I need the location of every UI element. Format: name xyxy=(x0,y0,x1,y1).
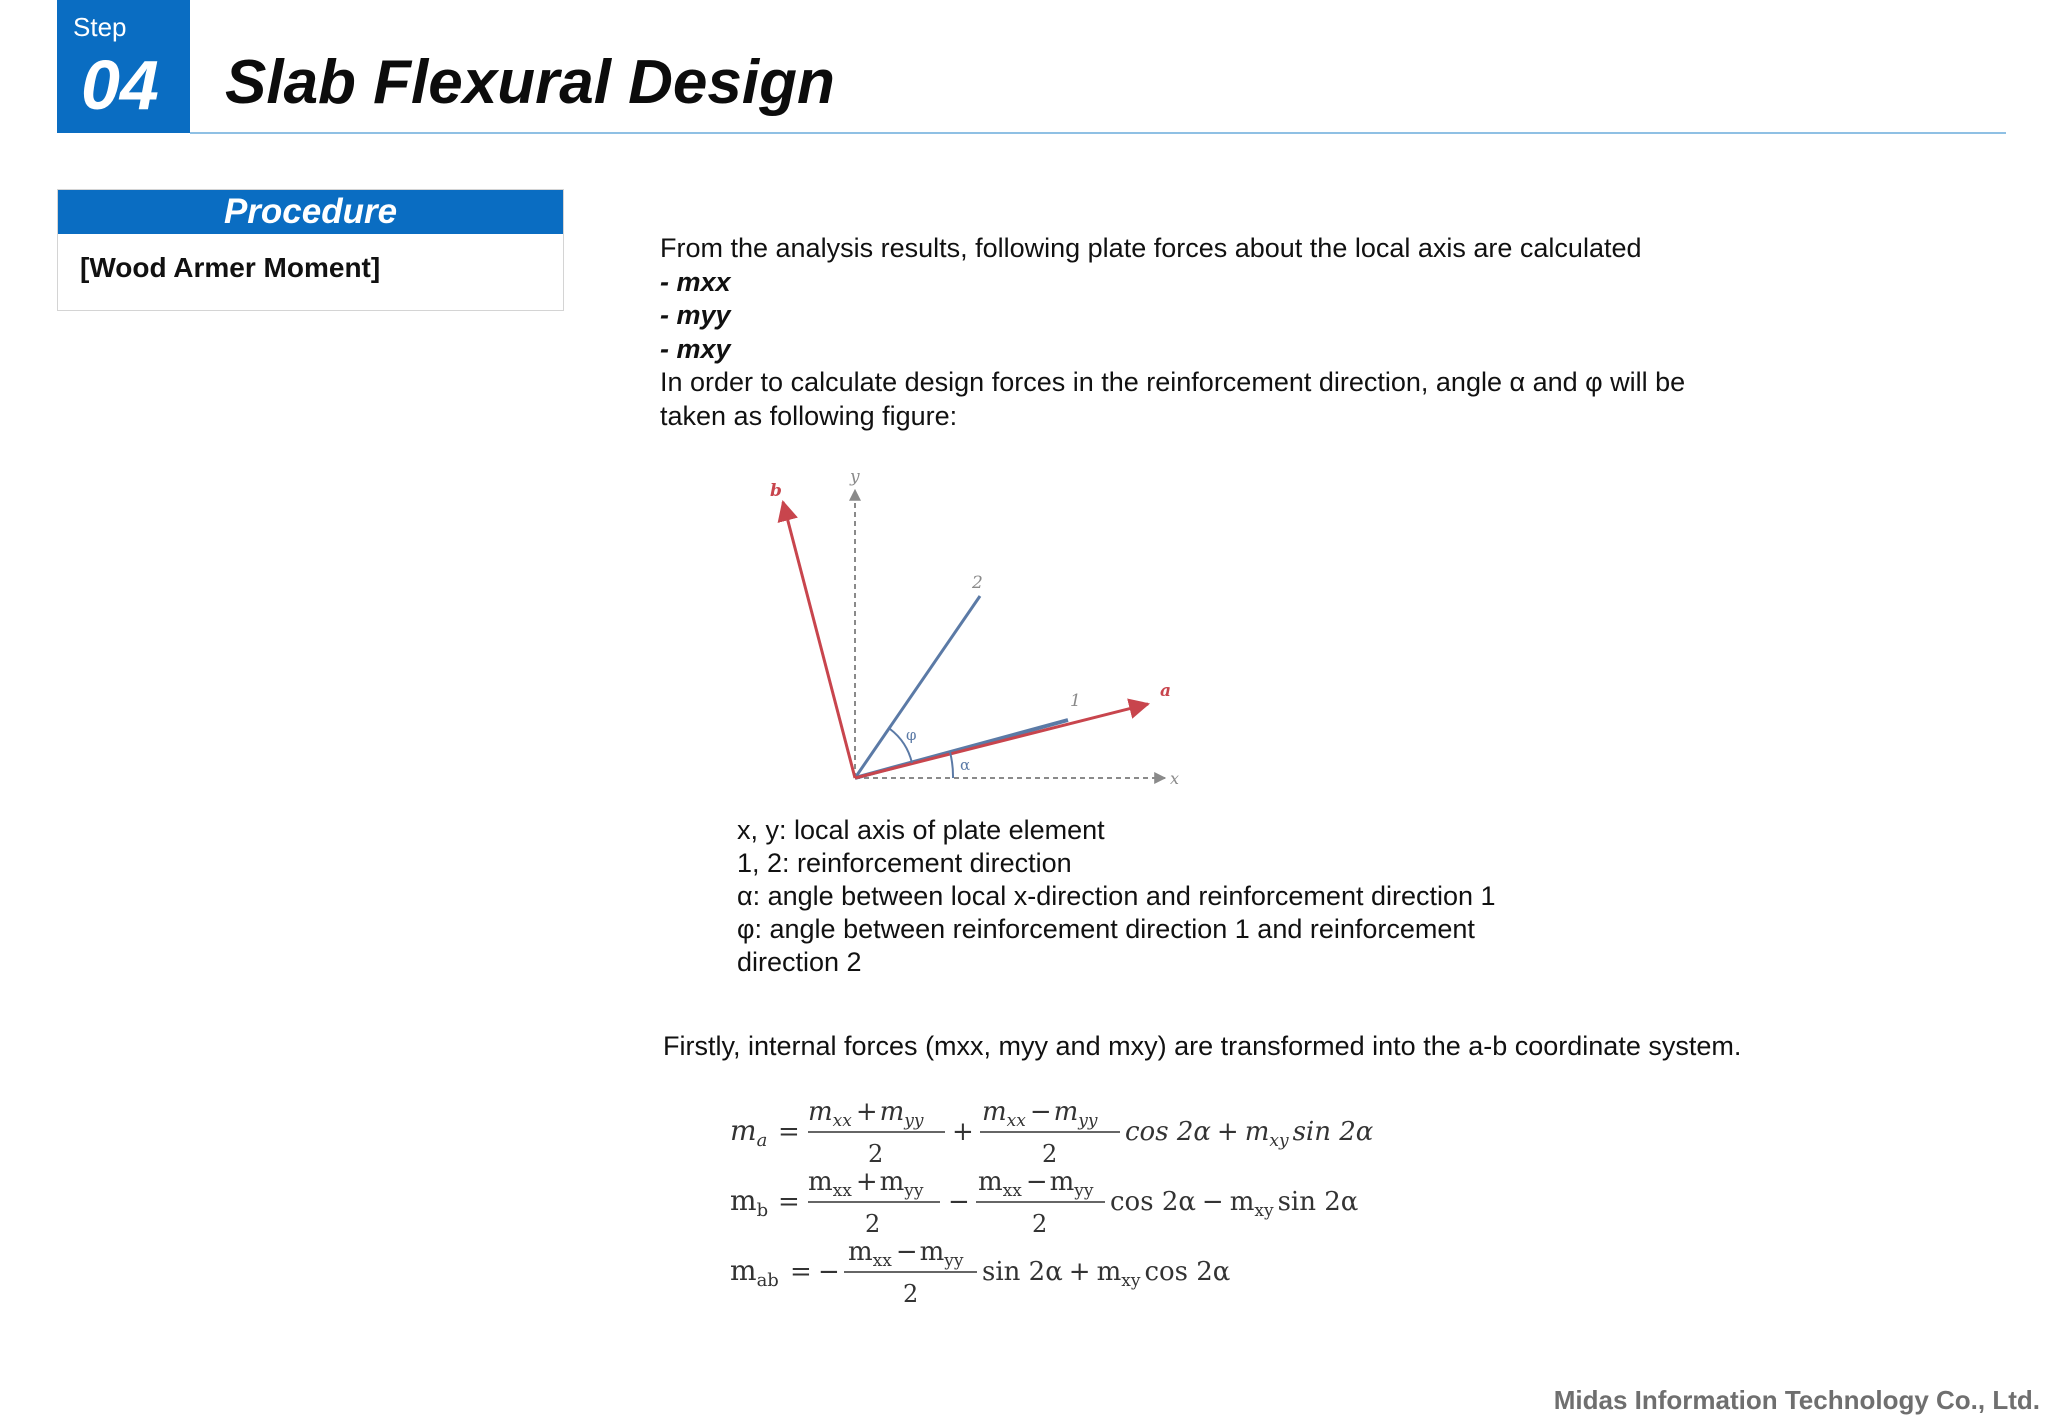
svg-text:cos 2α−mxysin 2α: $\cos 2\alpha - m_{xy}$ sin 2α xyxy=(1110,1187,1359,1221)
bullet-mxy: - mxy xyxy=(660,333,731,364)
svg-text:mxx+myy: $m_{xx} +m_{yy}$ xyxy=(808,1097,924,1131)
formula-mab xyxy=(730,1237,1230,1308)
procedure-item: [Wood Armer Moment] xyxy=(80,252,381,283)
legend-line: x, y: local axis of plate element xyxy=(737,815,1105,845)
procedure-panel xyxy=(57,189,564,311)
svg-text:−: − xyxy=(818,1257,840,1287)
svg-text:mxx−myy: $m_{xx} -m_{yy}$ xyxy=(848,1237,964,1271)
b-axis-line xyxy=(783,502,855,778)
svg-text:2: 2 xyxy=(868,1140,884,1168)
svg-text:mxx+myy: $m_{xx} +m_{yy}$ xyxy=(808,1167,924,1201)
label-a: a xyxy=(1160,681,1172,701)
formula-mb xyxy=(730,1167,1358,1238)
legend-line: 1, 2: reinforcement direction xyxy=(737,848,1072,878)
formula-ma xyxy=(730,1097,1374,1168)
intro-line-3: taken as following figure: xyxy=(660,400,958,431)
svg-text:−: − xyxy=(948,1187,970,1217)
moment-formulas xyxy=(720,1090,1420,1320)
svg-text:cos 2α+mxysin 2α: $\cos 2\alpha + m_{xy}$ sin 2α xyxy=(1125,1117,1374,1151)
svg-text:mb: $m_b$ xyxy=(730,1184,769,1221)
bullet-mxx: - mxx xyxy=(660,266,731,297)
legend-line: α: angle between local x-direction and reinforcement direction 1 xyxy=(737,881,1496,911)
svg-text:mxx−myy: $m_{xx} -m_{yy}$ xyxy=(982,1097,1098,1131)
svg-text:=: = xyxy=(778,1187,800,1217)
svg-text:=: = xyxy=(790,1257,812,1287)
bullet-myy: - myy xyxy=(660,300,731,330)
step-number: 04 xyxy=(81,46,159,124)
label-b: b xyxy=(770,481,782,501)
intro-line-2: In order to calculate design forces in the reinforcement direction, angle α and φ will be xyxy=(660,367,1686,397)
intro-text xyxy=(660,232,1810,433)
svg-text:+: + xyxy=(952,1117,974,1147)
legend-line: φ: angle between reinforcement direction 1 and reinforcement xyxy=(737,914,1475,944)
transform-text: Firstly, internal forces (mxx, myy and mxy) are transformed into the a-b coordinate system. xyxy=(663,1031,1742,1061)
title-divider xyxy=(190,132,2006,134)
label-alpha: α xyxy=(960,756,971,774)
svg-text:2: 2 xyxy=(903,1280,919,1308)
svg-text:2: 2 xyxy=(1042,1140,1058,1168)
svg-text:2: 2 xyxy=(865,1210,881,1238)
label-phi: φ xyxy=(906,726,917,744)
footer-company: Midas Information Technology Co., Ltd. xyxy=(1553,1385,2040,1415)
label-x: x xyxy=(1170,769,1180,788)
step-badge xyxy=(57,0,190,133)
svg-text:mab: $m_{ab}$ xyxy=(730,1254,779,1291)
legend-line: direction 2 xyxy=(737,947,862,977)
svg-text:mxx−myy: $m_{xx} -m_{yy}$ xyxy=(978,1167,1094,1201)
page-title: Slab Flexural Design xyxy=(225,48,835,117)
svg-text:2: 2 xyxy=(1032,1210,1048,1238)
svg-text:sin 2α+mxycos 2α: $\sin 2\alpha + m_{xy}$ cos 2α xyxy=(982,1257,1231,1291)
label-1: 1 xyxy=(1070,691,1081,711)
diagram-legend xyxy=(737,814,1496,979)
alpha-arc xyxy=(950,752,953,778)
label-y: y xyxy=(850,467,860,487)
step-label: Step xyxy=(73,12,127,42)
intro-line-1: From the analysis results, following plate forces about the local axis are calculated xyxy=(660,233,1642,263)
procedure-header: Procedure xyxy=(58,190,563,234)
axis-diagram xyxy=(740,460,1200,800)
svg-text:ma: $m_a$ xyxy=(730,1114,768,1151)
svg-text:=: = xyxy=(778,1117,800,1147)
label-2: 2 xyxy=(972,573,983,593)
